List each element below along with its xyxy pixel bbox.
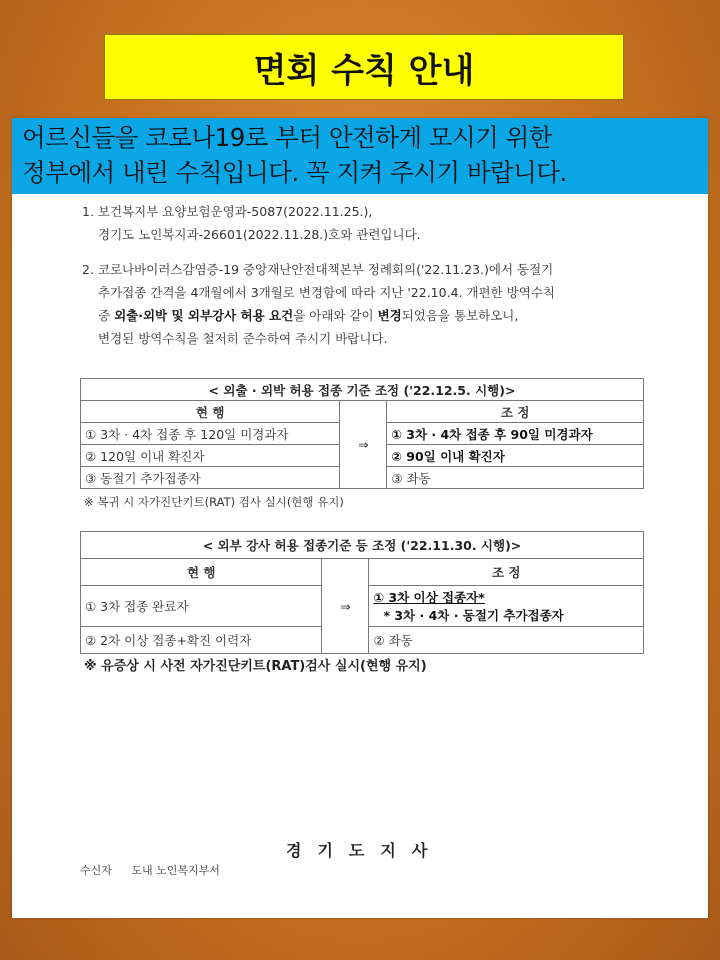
adjusted-rule: ② 좌동 [369, 627, 644, 654]
table-1-note: ※ 복귀 시 자가진단키트(RAT) 검사 실시(현행 유지) [84, 495, 344, 509]
column-adjust: 조 정 [369, 559, 644, 586]
arrow-icon: ⇒ [322, 559, 369, 654]
adjusted-rule-line-2: * 3차 · 4차 · 동절기 추가접종자 [383, 608, 564, 623]
adjusted-rule [369, 586, 644, 627]
adjusted-rule: ① 3차 · 4차 접종 후 90일 미경과자 [387, 423, 644, 445]
current-rule: ② 2차 이상 접종+확진 이력자 [81, 627, 322, 654]
paragraph-2-line-1: 2. 코로나바이러스감염증-19 중앙재난안전대책본부 정례회의('22.11.23.)에서 동절기 [82, 262, 554, 277]
lecturer-rule-table [80, 531, 644, 654]
title-banner [104, 34, 624, 100]
notice-line-1: 어르신들을 코로나19로 부터 안전하게 모시기 위한 [22, 123, 552, 152]
bold-segment: 변경 [377, 308, 402, 323]
notice-line-2: 정부에서 내린 수칙입니다. 꼭 지켜 주시기 바랍니다. [22, 158, 567, 187]
table-title: < 외출 · 외박 허용 접종 기준 조정 ('22.12.5. 시행)> [81, 379, 644, 401]
table-column-row [81, 401, 644, 423]
table-column-row [81, 559, 644, 586]
current-rule: ② 120일 이내 확진자 [81, 445, 340, 467]
recipient-value: 도내 노인복지부서 [131, 864, 220, 877]
text-segment: 되었음을 통보하오니, [401, 308, 519, 323]
recipient-label: 수신자 [80, 864, 112, 877]
table-header-row [81, 532, 644, 559]
paragraph-2 [82, 258, 652, 350]
column-adjust: 조 정 [387, 401, 644, 423]
governor-signature: 경기도지사 [286, 841, 444, 860]
text-segment: 을 아래와 같이 [293, 308, 378, 323]
table-title: < 외부 강사 허용 접종기준 등 조정 ('22.11.30. 시행)> [81, 532, 644, 559]
table-2-note: ※ 유증상 시 사전 자가진단키트(RAT)검사 실시(현행 유지) [84, 659, 427, 674]
paragraph-1-line-1: 1. 보건복지부 요양보험운영과-5087(2022.11.25.), [82, 204, 373, 219]
column-current: 현 행 [81, 559, 322, 586]
current-rule: ③ 동절기 추가접종자 [81, 467, 340, 489]
table-header-row [81, 379, 644, 401]
current-rule: ① 3차 · 4차 접종 후 120일 미경과자 [81, 423, 340, 445]
text-segment: 중 [98, 308, 115, 323]
paragraph-1 [82, 200, 682, 246]
outing-rule-table [80, 378, 644, 489]
paragraph-1-line-2: 경기도 노인복지과-26601(2022.11.28.)호와 관련입니다. [98, 227, 421, 242]
adjusted-rule: ② 90일 이내 확진자 [387, 445, 644, 467]
page-title: 면회 수칙 안내 [253, 50, 475, 91]
paragraph-2-line-3 [82, 304, 652, 327]
column-current: 현 행 [81, 401, 340, 423]
current-rule: ① 3차 접종 완료자 [81, 586, 322, 627]
adjusted-rule-line-1: ① 3차 이상 접종자* [373, 590, 485, 605]
recipient-line [80, 862, 236, 878]
adjusted-rule: ③ 좌동 [387, 467, 644, 489]
paragraph-2-line-4: 변경된 방역수칙을 철저히 준수하여 주시기 바랍니다. [98, 331, 388, 346]
arrow-icon: ⇒ [340, 401, 387, 489]
paragraph-2-line-2: 추가접종 간격을 4개월에서 3개월로 변경함에 따라 지난 '22.10.4. 개편한 방역수칙 [98, 285, 555, 300]
notice-banner [12, 118, 708, 194]
bold-segment: 외출·외박 및 외부강사 허용 요건 [114, 308, 294, 323]
